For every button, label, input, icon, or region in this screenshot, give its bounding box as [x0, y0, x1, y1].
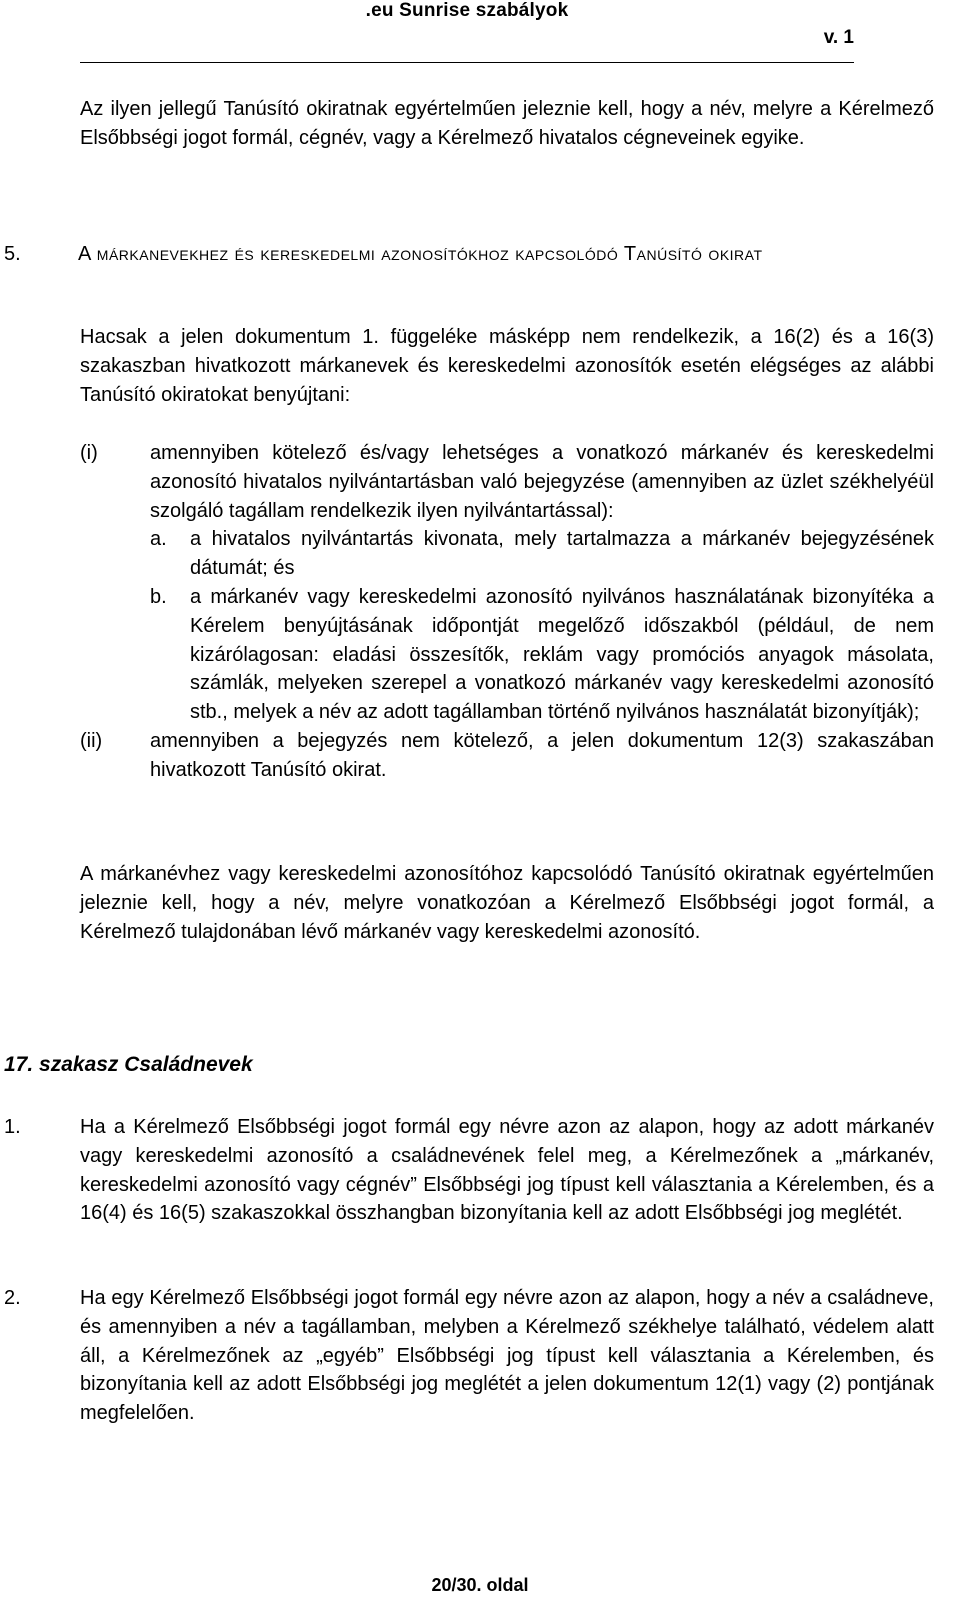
list-item-text: amennyiben kötelező és/vagy lehetséges a vonatkozó márkanév és kereskedelmi azonosító hivatalos nyilvántartásban való bejegyzése (amennyiben az üzlet székhelyéül szolgáló tagállam rendelkezik ilyen nyilvántartással): [150, 442, 934, 522]
sub-list-item [150, 583, 934, 727]
sub-list-marker: b. [150, 585, 167, 608]
list-item [80, 727, 934, 785]
list-marker: (ii) [80, 729, 103, 752]
numbered-marker: 2. [4, 1287, 21, 1309]
section-5-title: A márkanevekhez és kereskedelmi azonosítókhoz kapcsolódó Tanúsító okirat [78, 243, 763, 265]
page-header [80, 0, 854, 63]
numbered-text: Ha a Kérelmező Elsőbbségi jogot formál egy névre azon az alapon, hogy az adott márkanév vagy kereskedelmi azonosító a családnevének felel meg, a Kérelmezőnek a „márkanév, kereskedelmi azonosító vagy cégnév” Elsőbbségi jog típust kell választania a Kérelemben, és a 16(4) és 16(5) szakaszokkal összhangban bizonyítania kell az adott Elsőbbségi jog meglétét. [80, 1116, 934, 1225]
list-marker: (i) [80, 442, 98, 464]
document-title: .eu Sunrise szabályok [365, 0, 569, 21]
sub-list-text: a márkanév vagy kereskedelmi azonosító nyilvános használatának bizonyítéka a Kérelem benyújtásának időpontját megelőző időszakból (például, de nem kizárólagosan: eladási összesítők, reklám vagy promóciós anyagok másolata, számlák, melyeken szerepel a vonatkozó márkanév vagy kereskedelmi azonosító stb., melyek a név az adott tagállamban történő nyilvános használatát bizonyítják); [190, 585, 934, 724]
evidence-list [80, 439, 934, 785]
sub-list-item [150, 525, 934, 583]
list-item-text: amennyiben a bejegyzés nem kötelező, a jelen dokumentum 12(3) szakaszában hivatkozott Tanúsító okirat. [150, 729, 934, 781]
sub-list-text: a hivatalos nyilvántartás kivonata, mely tartalmazza a márkanév bejegyzésének dátumát; és [190, 528, 934, 580]
numbered-text: Ha egy Kérelmező Elsőbbségi jogot formál egy névre azon az alapon, hogy a név a családneve, és amennyiben a név a tagállamban, melyben a Kérelmező székhelye található, védelem alatt áll, a Kérelmezőnek az „egyéb” Elsőbbségi jog típust kell választania a Kérelemben, és bizonyítania kell az adott Elsőbbségi jog meglétét a jelen dokumentum 12(1) vagy (2) pontjának megfelelően. [80, 1287, 934, 1425]
section-5-heading [0, 240, 934, 269]
paragraph-trademark-intro: Hacsak a jelen dokumentum 1. függeléke másképp nem rendelkezik, a 16(2) és a 16(3) szakaszban hivatkozott márkanevek és kereskedelmi azonosítók esetén elégséges az alábbi Tanúsító okiratokat benyújtani: [80, 326, 934, 406]
numbered-marker: 1. [4, 1116, 21, 1138]
list-item [80, 439, 934, 727]
document-version: v. 1 [823, 27, 854, 48]
numbered-item-2 [4, 1284, 934, 1428]
page-number: 20/30. oldal [431, 1575, 529, 1595]
paragraph-trademark-certificate: A márkanévhez vagy kereskedelmi azonosítóhoz kapcsolódó Tanúsító okiratnak egyértelműen jeleznie kell, hogy a név, melyre vonatkozóan a Kérelmező Elsőbbségi jogot formál, a Kérelmező tulajdonában lévő márkanév vagy kereskedelmi azonosító. [80, 863, 934, 943]
sub-list-marker: a. [150, 528, 167, 551]
section-5-number: 5. [4, 243, 21, 265]
paragraph-company-name: Az ilyen jellegű Tanúsító okiratnak egyértelműen jeleznie kell, hogy a név, melyre a Kérelmező Elsőbbségi jogot formál, cégnév, vagy a Kérelmező hivatalos cégneveinek egyike. [80, 98, 934, 149]
section-17-heading: 17. szakasz Családnevek [4, 1053, 253, 1076]
numbered-item-1 [4, 1113, 934, 1228]
